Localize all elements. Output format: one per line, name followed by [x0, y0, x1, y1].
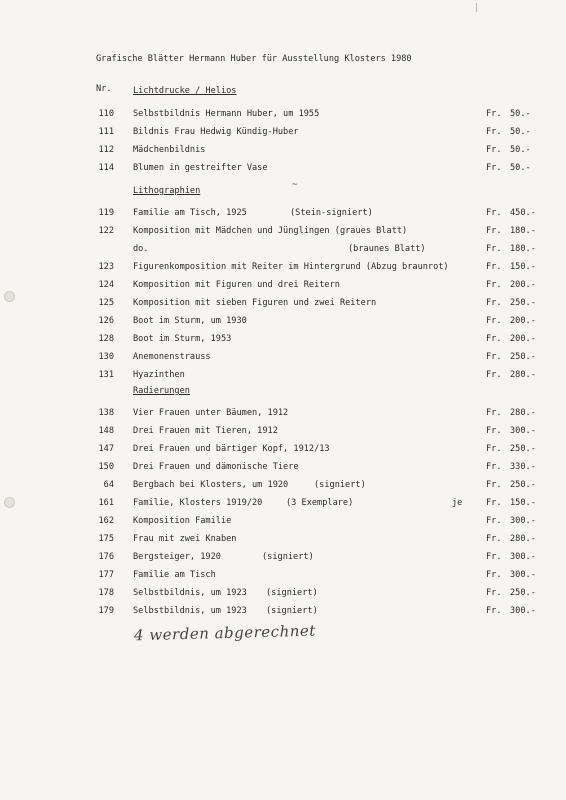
item-number: 123	[98, 262, 114, 272]
item-price: 300.-	[510, 516, 536, 526]
currency-label: Fr.	[486, 352, 502, 362]
item-number: 148	[98, 426, 114, 436]
currency-label: Fr.	[486, 226, 502, 236]
item-price: 280.-	[510, 370, 536, 380]
item-price: 150.-	[510, 498, 536, 508]
section-heading: Lithographien	[133, 186, 201, 196]
item-price: 50.-	[510, 109, 531, 119]
item-price: 330.-	[510, 462, 536, 472]
currency-label: Fr.	[486, 498, 502, 508]
edge-mark	[476, 3, 477, 12]
item-note: (signiert)	[266, 606, 318, 616]
item-price: 50.-	[510, 127, 531, 137]
currency-label: Fr.	[486, 444, 502, 454]
currency-label: Fr.	[486, 262, 502, 272]
item-number: 128	[98, 334, 114, 344]
item-number: 111	[98, 127, 114, 137]
item-number: 176	[98, 552, 114, 562]
item-description: Hyazinthen	[133, 370, 185, 380]
item-price: 250.-	[510, 480, 536, 490]
item-description: Mädchenbildnis	[133, 145, 206, 155]
currency-label: Fr.	[486, 480, 502, 490]
currency-label: Fr.	[486, 370, 502, 380]
currency-label: Fr.	[486, 145, 502, 155]
item-number: 112	[98, 145, 114, 155]
item-description: Bildnis Frau Hedwig Kündig-Huber	[133, 127, 299, 137]
item-description: Familie am Tisch	[133, 570, 216, 580]
document-title: Grafische Blätter Hermann Huber für Ausstellung Klosters 1980	[96, 54, 412, 64]
item-description: Komposition mit sieben Figuren und zwei Reitern	[133, 298, 377, 308]
currency-label: Fr.	[486, 408, 502, 418]
item-description: Blumen in gestreifter Vase	[133, 163, 268, 173]
item-price: 180.-	[510, 226, 536, 236]
item-description: Bergsteiger, 1920	[133, 552, 221, 562]
item-price: 250.-	[510, 298, 536, 308]
item-price: 250.-	[510, 444, 536, 454]
item-price: 280.-	[510, 408, 536, 418]
section-heading: Lichtdrucke / Helios	[133, 86, 237, 96]
currency-label: Fr.	[486, 552, 502, 562]
currency-label: Fr.	[486, 606, 502, 616]
item-number: 175	[98, 534, 114, 544]
item-description: Figurenkomposition mit Reiter im Hintergrund (Abzug braunrot)	[133, 262, 449, 272]
item-price: 50.-	[510, 145, 531, 155]
currency-label: Fr.	[486, 588, 502, 598]
punch-hole	[4, 497, 15, 508]
item-number: 125	[98, 298, 114, 308]
item-price: 180.-	[510, 244, 536, 254]
item-price: 200.-	[510, 334, 536, 344]
item-number: 119	[98, 208, 114, 218]
item-number: 122	[98, 226, 114, 236]
item-number: 131	[98, 370, 114, 380]
item-number: 150	[98, 462, 114, 472]
item-description: Bergbach bei Klosters, um 1920	[133, 480, 289, 490]
section-heading: Radierungen	[133, 386, 190, 396]
item-description: Familie, Klosters 1919/20	[133, 498, 263, 508]
currency-label: Fr.	[486, 516, 502, 526]
item-description: Familie am Tisch, 1925	[133, 208, 247, 218]
item-number: 126	[98, 316, 114, 326]
currency-label: Fr.	[486, 316, 502, 326]
currency-label: Fr.	[486, 127, 502, 137]
item-note: (signiert)	[266, 588, 318, 598]
item-description: Boot im Sturm, 1953	[133, 334, 232, 344]
item-number: 114	[98, 163, 114, 173]
item-price: 200.-	[510, 280, 536, 290]
handwritten-note: 4 werden abgerechnet	[133, 621, 317, 645]
currency-label: Fr.	[486, 570, 502, 580]
item-description: Vier Frauen unter Bäumen, 1912	[133, 408, 289, 418]
item-description: Drei Frauen und dämonische Tiere	[133, 462, 299, 472]
currency-label: Fr.	[486, 109, 502, 119]
nr-column-header: Nr.	[96, 84, 112, 94]
item-description: Komposition mit Figuren und drei Reitern	[133, 280, 340, 290]
item-description: Drei Frauen und bärtiger Kopf, 1912/13	[133, 444, 330, 454]
stray-mark: ~	[292, 180, 298, 190]
item-number: 161	[98, 498, 114, 508]
item-description: do.	[133, 244, 149, 254]
currency-label: Fr.	[486, 534, 502, 544]
item-price: 250.-	[510, 588, 536, 598]
item-number: 177	[98, 570, 114, 580]
item-description: Komposition mit Mädchen und Jünglingen (graues Blatt)	[133, 226, 408, 236]
item-note: (Stein-signiert)	[290, 208, 373, 218]
item-per-unit: je	[452, 498, 463, 508]
item-price: 200.-	[510, 316, 536, 326]
item-price: 300.-	[510, 552, 536, 562]
item-number: 64	[103, 480, 114, 490]
punch-hole	[4, 291, 15, 302]
item-description: Selbstbildnis Hermann Huber, um 1955	[133, 109, 320, 119]
currency-label: Fr.	[486, 208, 502, 218]
item-description: Frau mit zwei Knaben	[133, 534, 237, 544]
item-description: Selbstbildnis, um 1923	[133, 588, 247, 598]
currency-label: Fr.	[486, 280, 502, 290]
item-description: Drei Frauen mit Tieren, 1912	[133, 426, 278, 436]
currency-label: Fr.	[486, 334, 502, 344]
item-number: 130	[98, 352, 114, 362]
item-price: 300.-	[510, 570, 536, 580]
currency-label: Fr.	[486, 298, 502, 308]
item-price: 280.-	[510, 534, 536, 544]
item-description: Anemonenstrauss	[133, 352, 211, 362]
item-number: 178	[98, 588, 114, 598]
item-number: 138	[98, 408, 114, 418]
item-price: 300.-	[510, 606, 536, 616]
item-number: 147	[98, 444, 114, 454]
item-price: 300.-	[510, 426, 536, 436]
currency-label: Fr.	[486, 163, 502, 173]
currency-label: Fr.	[486, 462, 502, 472]
currency-label: Fr.	[486, 426, 502, 436]
item-price: 250.-	[510, 352, 536, 362]
item-price: 450.-	[510, 208, 536, 218]
item-note: (signiert)	[262, 552, 314, 562]
item-note: (braunes Blatt)	[348, 244, 426, 254]
item-note: (3 Exemplare)	[286, 498, 354, 508]
item-number: 162	[98, 516, 114, 526]
item-description: Selbstbildnis, um 1923	[133, 606, 247, 616]
item-number: 110	[98, 109, 114, 119]
item-note: (signiert)	[314, 480, 366, 490]
currency-label: Fr.	[486, 244, 502, 254]
item-price: 150.-	[510, 262, 536, 272]
item-number: 124	[98, 280, 114, 290]
item-description: Boot im Sturm, um 1930	[133, 316, 247, 326]
item-description: Komposition Familie	[133, 516, 232, 526]
item-number: 179	[98, 606, 114, 616]
item-price: 50.-	[510, 163, 531, 173]
